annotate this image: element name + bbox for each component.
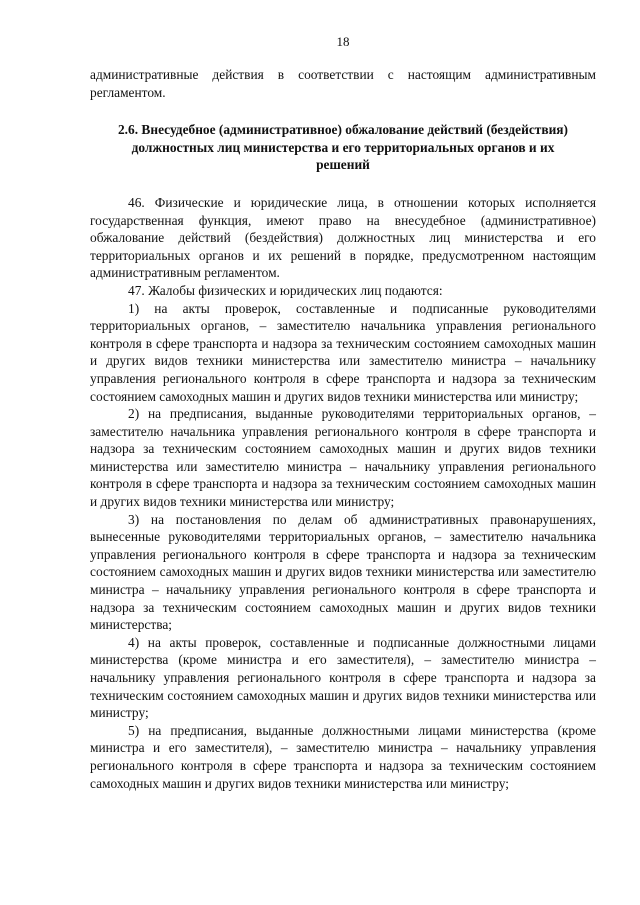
page-number: 18 [336, 34, 350, 49]
list-item-4: 4) на акты проверок, составленные и подписанные должностными лицами министерства (кроме министра и его заместителя), – заместителю министра – начальнику управления регионального контроля в сфере транспорта и надзора за техническим состоянием самоходных машин и других видов техники министерства или министру; [90, 634, 596, 721]
document-page [90, 34, 596, 792]
paragraph-46: 46. Физические и юридические лица, в отношении которых исполняется государственная функция, имеют право на внесудебное (административное) обжалование действий (бездействия) должностных лиц министерства и его территориальных органов и их решений в порядке, предусмотренном настоящим административным регламентом. [90, 194, 596, 281]
list-item-2: 2) на предписания, выданные руководителями территориальных органов, – заместителю начальника управления регионального контроля в сфере транспорта и надзора за техническим состоянием самоходных машин и других видов техники министерства или заместителю министра – начальнику управления регионального контроля в сфере транспорта и надзора за техническим состоянием самоходных машин и других видов техники министерства или министру; [90, 406, 596, 510]
section-heading: 2.6. Внесудебное (административное) обжалование действий (бездействия) должностных лиц министерства и его территориальных органов и их решений [117, 122, 568, 173]
paragraph-47: 47. Жалобы физических и юридических лиц подаются: [128, 282, 443, 298]
list-item-1: 1) на акты проверок, составленные и подписанные руководителями территориальных органов, – заместителю начальника управления регионального контроля в сфере транспорта и надзора за техническим состоянием самоходных машин и других видов техники министерства или заместителю министра – начальнику управления регионального контроля в сфере транспорта и надзора за техническим состоянием самоходных машин и других видов техники министерства или министру; [90, 300, 596, 404]
intro-text: административные действия в соответствии с настоящим административным регламентом. [90, 67, 596, 100]
list-item-3: 3) на постановления по делам об административных правонарушениях, вынесенные руководителями территориальных органов, – заместителю начальника управления регионального контроля в сфере транспорта и надзора за техническим состоянием самоходных машин и других видов техники министерства или заместителю министра – начальнику управления регионального контроля в сфере транспорта и надзора за техническим состоянием самоходных машин и других видов техники министерства; [90, 511, 596, 633]
list-item-5: 5) на предписания, выданные должностными лицами министерства (кроме министра и его заместителя), – заместителю министра – начальнику управления регионального контроля в сфере транспорта и надзора за техническим состоянием самоходных машин и других видов техники министерства или министру; [90, 722, 596, 791]
